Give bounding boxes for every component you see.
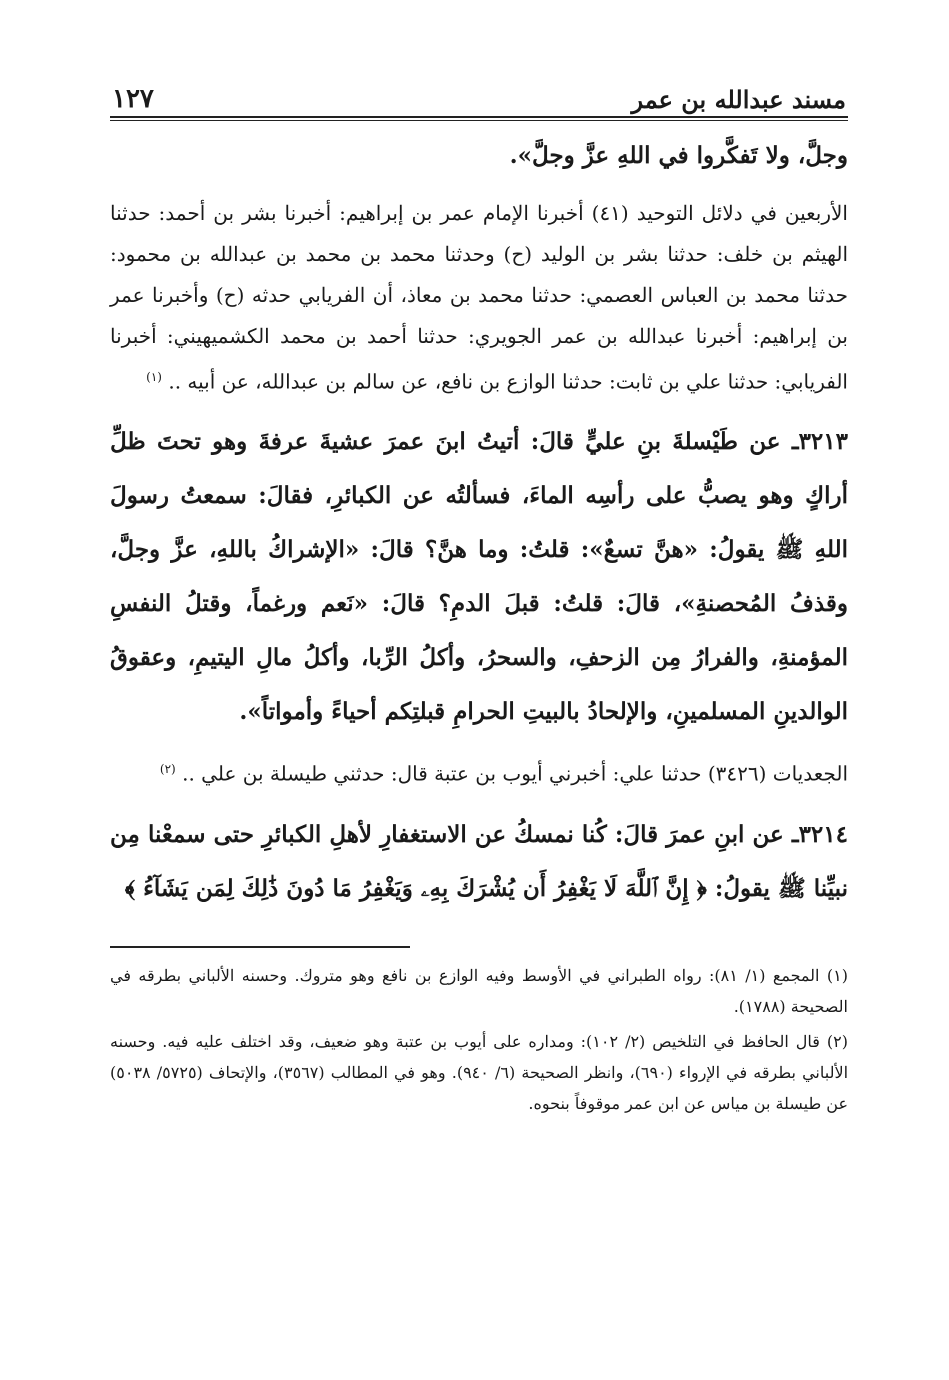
footnote-ref-1: (١) — [146, 370, 162, 384]
hadith-3214-text: ٣٢١٤ـ عن ابنِ عمرَ قالَ: كُنا نمسكُ عن الاستغفارِ لأهلِ الكبائرِ حتى سمعْنا مِن نبيِّنا ﷺ يقولُ: — [110, 821, 848, 903]
header-rule — [110, 116, 848, 118]
footnote-1: (١) المجمع (١/ ٨١): رواه الطبراني في الأوسط وفيه الوازع بن نافع وهو متروك. وحسنه الألباني بطرقه في الصحيحة (١٧٨٨). — [110, 966, 849, 1017]
running-head — [110, 70, 848, 114]
header-rule-thin — [110, 120, 848, 121]
footnote-2: (٢) قال الحافظ في التلخيص (٢/ ١٠٢): ومداره على أيوب بن عتبة وهو ضعيف، وقد اختلف عليه فيه. وحسنه الألباني بطرقه في الإرواء (٦٩٠)، وانظر الصحيحة (٦/ ٩٤٠). وهو في المطالب (٣٥٦٧)، والإتحاف (٥٧٢٥/ ٥٠٣٨) عن طيسلة بن مياس عن ابن عمر موقوفاً بنحوه. — [110, 1032, 849, 1114]
footnote-separator — [110, 946, 410, 948]
quran-verse: ﴿ إِنَّ ٱللَّهَ لَا يَغْفِرُ أَن يُشْرَكَ بِهِۦ وَيَغْفِرُ مَا دُونَ ذَٰلِكَ لِمَن يَشَآءُ ﴾ — [124, 875, 707, 903]
source-2-text: الجعديات (٣٤٢٦) حدثنا علي: أخبرني أيوب بن عتبة قال: حدثني طيسلة بن علي .. — [182, 761, 848, 786]
running-head-title: مسند عبدالله بن عمر — [631, 85, 846, 114]
footnote-ref-2: (٢) — [159, 761, 176, 776]
hadith-3213: ٣٢١٣ـ عن طَيْسلةَ بنِ عليٍّ قالَ: أتيتُ ابنَ عمرَ عشيةَ عرفةَ وهو تحتَ ظلِّ أراكٍ وهو يصبُّ على رأسِه الماءَ، فسألتُه عن الكبائرِ، فقالَ: سمعتُ رسولَ اللهِ ﷺ يقولُ: «هنَّ تسعٌ»: قلتُ: وما هنَّ؟ قالَ: «الإشراكُ باللهِ، عزَّ وجلَّ، وقذفُ المُحصنةِ»، قالَ: قلتُ: قبلَ الدمِ؟ قالَ: «نَعم ورغماً، وقتلُ النفسِ المؤمنةِ، والفرارُ مِن الزحفِ، والسحرُ، وأكلُ الرِّبا، وأكلُ مالِ اليتيمِ، وعقوقُ الوالدينِ المسلمينِ، والإلحادُ بالبيتِ الحرامِ قبلتِكم أحياءً وأمواتاً». — [110, 427, 848, 725]
footnotes — [110, 960, 848, 1119]
source-paragraph-1 — [110, 193, 848, 403]
source-1-text: الأربعين في دلائل التوحيد (٤١) أخبرنا الإمام عمر بن إبراهيم: أخبرنا بشر بن أحمد: حدثنا الهيثم بن خلف: حدثنا بشر بن الوليد (ح) وحدثنا محمد بن محمد بن عبدالله بن محمود: حدثنا محمد بن العباس العصمي: حدثنا محمد بن معاذ، أن الفريابي حدثه (ح) وأخبرنا عمر بن إبراهيم: أخبرنا عبدالله بن عمر الجويري: حدثنا أحمد بن محمد الكشميهيني: أخبرنا الفريابي: حدثنا علي بن ثابت: حدثنا الوازع بن نافع، عن سالم بن عبدالله، عن أبيه .. — [110, 201, 848, 394]
hadith-3214 — [110, 808, 848, 916]
source-paragraph-2 — [110, 749, 848, 795]
page — [110, 70, 848, 1123]
continuation-text: وجلَّ، ولا تَفكَّروا في اللهِ عزَّ وجلَّ». — [509, 142, 848, 169]
page-number: ١٢٧ — [112, 84, 154, 114]
